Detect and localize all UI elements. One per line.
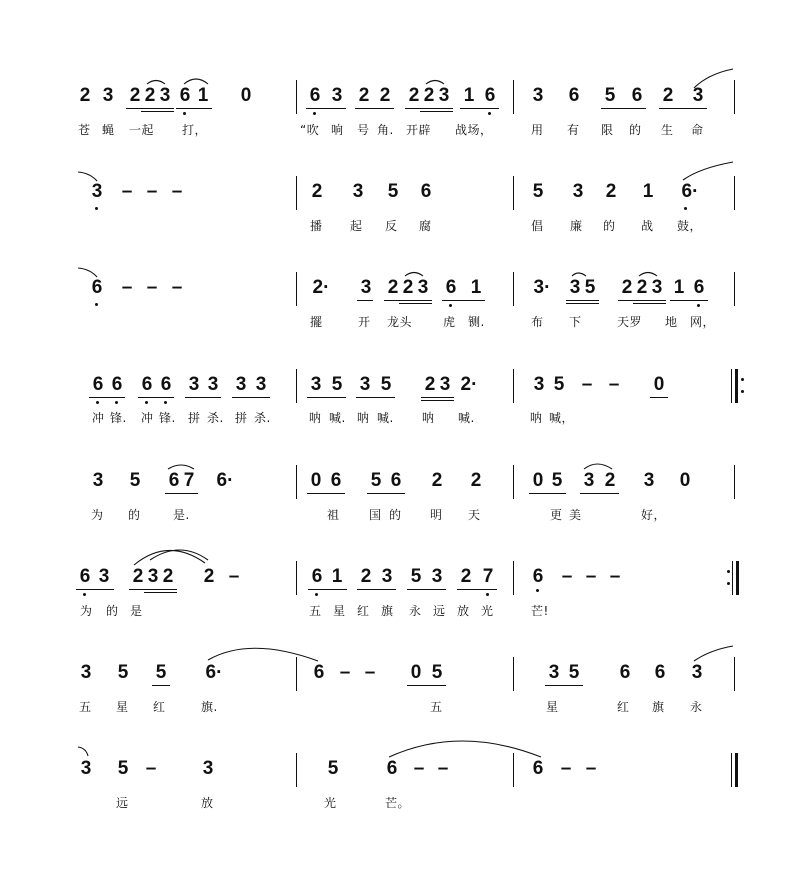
note: 3 [691, 662, 703, 683]
lyric: 芒! [531, 604, 549, 618]
note: 3 [438, 85, 450, 106]
slur [639, 273, 657, 277]
note: 5 [553, 374, 565, 395]
note: 2· [312, 277, 330, 298]
slur [572, 273, 586, 276]
note: 6 [179, 85, 191, 106]
note: 2 [604, 470, 616, 491]
note: – [413, 758, 425, 779]
lyric: 反 [385, 219, 398, 233]
lyric: 光 [481, 604, 494, 618]
note: 3 [80, 662, 92, 683]
note: 3 [310, 374, 322, 395]
lyric: 腐 [419, 219, 432, 233]
note: 6 [91, 277, 103, 298]
lyric: 的 [106, 604, 119, 618]
note: – [364, 662, 376, 683]
lyric: 号 [357, 123, 370, 137]
lyric: 红 [617, 700, 630, 714]
lyric: 星 [546, 700, 559, 714]
lyric: 喊. [377, 411, 394, 425]
note: 3 [352, 181, 364, 202]
lyric: 天 [468, 508, 481, 522]
lyric: 喊， [549, 411, 575, 425]
lyric: 网， [690, 315, 716, 329]
note: 6· [205, 662, 223, 683]
note: 7 [183, 470, 195, 491]
lyric: 拼 [235, 411, 248, 425]
lyric: 更 [550, 508, 563, 522]
note: 2 [636, 277, 648, 298]
lyric: 五 [79, 700, 92, 714]
lyric: 铡. [468, 315, 485, 329]
note: 1 [642, 181, 654, 202]
lyric: 廉 [570, 219, 583, 233]
note: 3 [159, 85, 171, 106]
lyric: 呐 [530, 411, 543, 425]
note: 1 [470, 277, 482, 298]
note: 3 [147, 566, 159, 587]
note: 2 [311, 181, 323, 202]
lyric: 天罗 [617, 315, 643, 329]
note: 6 [141, 374, 153, 395]
note: – [581, 374, 593, 395]
slur [147, 81, 165, 85]
lyric: 永 [690, 700, 703, 714]
note: 1 [197, 85, 209, 106]
lyric: 祖 [327, 508, 340, 522]
note: 6· [216, 470, 234, 491]
note: 6 [309, 85, 321, 106]
lyric: 擺 [310, 315, 323, 329]
note: 5 [568, 662, 580, 683]
lyric: 有 [567, 123, 580, 137]
lyric: 锋. [110, 411, 127, 425]
lyric: 杀. [254, 411, 271, 425]
note: 6 [386, 758, 398, 779]
note: – [228, 566, 240, 587]
note: 3 [651, 277, 663, 298]
note: 5 [431, 662, 443, 683]
note: 3 [255, 374, 267, 395]
slur [208, 648, 318, 661]
lyric: 喊. [329, 411, 346, 425]
lyric: 生 [661, 123, 674, 137]
lyric: 喊. [458, 411, 475, 425]
note: 5 [327, 758, 339, 779]
lyric: 限 [601, 123, 614, 137]
lyric: 永 [409, 604, 422, 618]
note: – [121, 277, 133, 298]
lyric: 的 [128, 508, 141, 522]
note: 3 [572, 181, 584, 202]
note: 3 [359, 374, 371, 395]
note: 3 [569, 277, 581, 298]
note: 5 [584, 277, 596, 298]
note: – [146, 181, 158, 202]
note: – [585, 566, 597, 587]
note: 2 [408, 85, 420, 106]
lyric: 地 [665, 315, 678, 329]
note: 3 [532, 85, 544, 106]
lyric: 远 [116, 796, 129, 810]
note: 6 [92, 374, 104, 395]
note: 2 [129, 85, 141, 106]
lyric: 倡 [531, 219, 544, 233]
note: 3 [643, 470, 655, 491]
note: 2 [144, 85, 156, 106]
lyric: 一起 [129, 123, 155, 137]
lyric: 虎 [443, 315, 456, 329]
note: – [145, 758, 157, 779]
note: 3 [202, 758, 214, 779]
note: 2· [460, 374, 478, 395]
note: 3 [583, 470, 595, 491]
lyric: 为 [91, 508, 104, 522]
note: 3 [235, 374, 247, 395]
note: 3 [548, 662, 560, 683]
note: 3 [80, 758, 92, 779]
lyric: 红 [153, 700, 166, 714]
note: 3 [102, 85, 114, 106]
note: 6 [168, 470, 180, 491]
note: 0 [679, 470, 691, 491]
lyric: 的 [603, 219, 616, 233]
note: 3 [360, 277, 372, 298]
note: 5 [410, 566, 422, 587]
slur [78, 268, 97, 277]
lyric: “吹 [300, 123, 320, 137]
lyric: 旗 [652, 700, 665, 714]
lyric: 龙头 [387, 315, 413, 329]
note: 2 [470, 470, 482, 491]
lyric: 是. [173, 508, 190, 522]
note: 6 [79, 566, 91, 587]
note: 0 [653, 374, 665, 395]
note: – [146, 277, 158, 298]
note: 5 [532, 181, 544, 202]
lyric: 光 [324, 796, 337, 810]
lyric: 响 [331, 123, 344, 137]
lyric: 下 [569, 315, 582, 329]
slur [694, 646, 733, 661]
lyric: 冲 [92, 411, 105, 425]
lyric: 冲 [141, 411, 154, 425]
note: – [608, 374, 620, 395]
note: 5 [604, 85, 616, 106]
lyric: 是 [130, 604, 143, 618]
lyric: 拼 [188, 411, 201, 425]
lyric: 旗. [201, 700, 218, 714]
lyric: 五 [309, 604, 322, 618]
note: 5 [551, 470, 563, 491]
lyric: 明 [430, 508, 443, 522]
note: 5 [117, 662, 129, 683]
slur [389, 741, 541, 757]
note: 3 [692, 85, 704, 106]
note: 6 [390, 470, 402, 491]
lyric: 美 [569, 508, 582, 522]
lyric: 为 [80, 604, 93, 618]
lyric: 放 [201, 796, 214, 810]
lyric: 苍 [78, 123, 91, 137]
note: 3 [533, 374, 545, 395]
note: 3 [98, 566, 110, 587]
note: – [171, 181, 183, 202]
note: 6 [111, 374, 123, 395]
slur [168, 465, 194, 469]
note: – [585, 758, 597, 779]
lyric: 好， [641, 508, 667, 522]
note: 6 [445, 277, 457, 298]
note: 3 [188, 374, 200, 395]
slur [584, 464, 612, 469]
note: 2 [379, 85, 391, 106]
note: 6 [330, 470, 342, 491]
note: 2 [431, 470, 443, 491]
lyric: 开辟 [406, 123, 432, 137]
note: 6 [160, 374, 172, 395]
note: 6 [311, 566, 323, 587]
slur [694, 69, 733, 88]
note: 5 [387, 181, 399, 202]
lyric: 远 [433, 604, 446, 618]
note: 6· [681, 181, 699, 202]
lyric: 用 [531, 123, 544, 137]
lyric: 战场， [455, 123, 493, 137]
lyric: 杀. [207, 411, 224, 425]
note: 6 [631, 85, 643, 106]
note: 3 [439, 374, 451, 395]
note: 0 [532, 470, 544, 491]
note: – [561, 566, 573, 587]
note: 5 [117, 758, 129, 779]
note: 1 [673, 277, 685, 298]
note: 2 [621, 277, 633, 298]
note: 5 [331, 374, 343, 395]
note: 6 [313, 662, 325, 683]
note: 1 [331, 566, 343, 587]
lyric: 五 [430, 700, 443, 714]
note: 2 [605, 181, 617, 202]
note: 2 [387, 277, 399, 298]
lyric: 呐 [357, 411, 370, 425]
lyric: 芒。 [385, 796, 411, 810]
note: 3 [91, 181, 103, 202]
slur [184, 79, 208, 84]
lyric: 开 [358, 315, 371, 329]
note: 2 [402, 277, 414, 298]
lyric: 打， [182, 123, 208, 137]
slur [426, 81, 444, 85]
note: 3· [533, 277, 551, 298]
slur [683, 162, 733, 180]
note: 2 [423, 85, 435, 106]
note: 2 [132, 566, 144, 587]
note: 2 [662, 85, 674, 106]
note: 3 [331, 85, 343, 106]
lyric: 战 [641, 219, 654, 233]
note: 2 [162, 566, 174, 587]
note: 5 [155, 662, 167, 683]
lyric: 旗 [381, 604, 394, 618]
note: – [609, 566, 621, 587]
lyric: 锋. [159, 411, 176, 425]
note: 3 [417, 277, 429, 298]
lyric: 的 [389, 508, 402, 522]
lyric: 红 [357, 604, 370, 618]
note: 0 [310, 470, 322, 491]
note: 6 [619, 662, 631, 683]
note: 3 [381, 566, 393, 587]
lyric: 播 [310, 219, 323, 233]
note: 3 [207, 374, 219, 395]
slur [78, 172, 97, 181]
note: 0 [240, 85, 252, 106]
note: 6 [484, 85, 496, 106]
lyric: 角. [377, 123, 394, 137]
lyric: 星 [333, 604, 346, 618]
lyric: 鼓， [677, 219, 703, 233]
lyric: 布 [531, 315, 544, 329]
note: 2 [358, 85, 370, 106]
note: 6 [568, 85, 580, 106]
lyric: 放 [457, 604, 470, 618]
note: 5 [129, 470, 141, 491]
note: 0 [410, 662, 422, 683]
note: 7 [482, 566, 494, 587]
note: 5 [380, 374, 392, 395]
note: 2 [203, 566, 215, 587]
note: 1 [463, 85, 475, 106]
note: – [339, 662, 351, 683]
lyric: 呐 [309, 411, 322, 425]
note: 6 [693, 277, 705, 298]
note: – [437, 758, 449, 779]
note: 6 [654, 662, 666, 683]
note: 6 [532, 566, 544, 587]
note: – [171, 277, 183, 298]
note: 2 [79, 85, 91, 106]
note: 3 [431, 566, 443, 587]
note: 2 [360, 566, 372, 587]
note: 2 [460, 566, 472, 587]
note: 2 [424, 374, 436, 395]
lyric: 呐 [422, 411, 435, 425]
lyric: 命 [691, 123, 704, 137]
note: – [121, 181, 133, 202]
slur [405, 273, 423, 277]
note: 5 [370, 470, 382, 491]
note: 6 [532, 758, 544, 779]
lyric: 国 [369, 508, 382, 522]
slur [78, 747, 88, 756]
lyric: 星 [116, 700, 129, 714]
note: – [560, 758, 572, 779]
lyric: 蝇 [102, 123, 115, 137]
lyric: 的 [629, 123, 642, 137]
lyric: 起 [350, 219, 363, 233]
note: 3 [92, 470, 104, 491]
note: 6 [420, 181, 432, 202]
